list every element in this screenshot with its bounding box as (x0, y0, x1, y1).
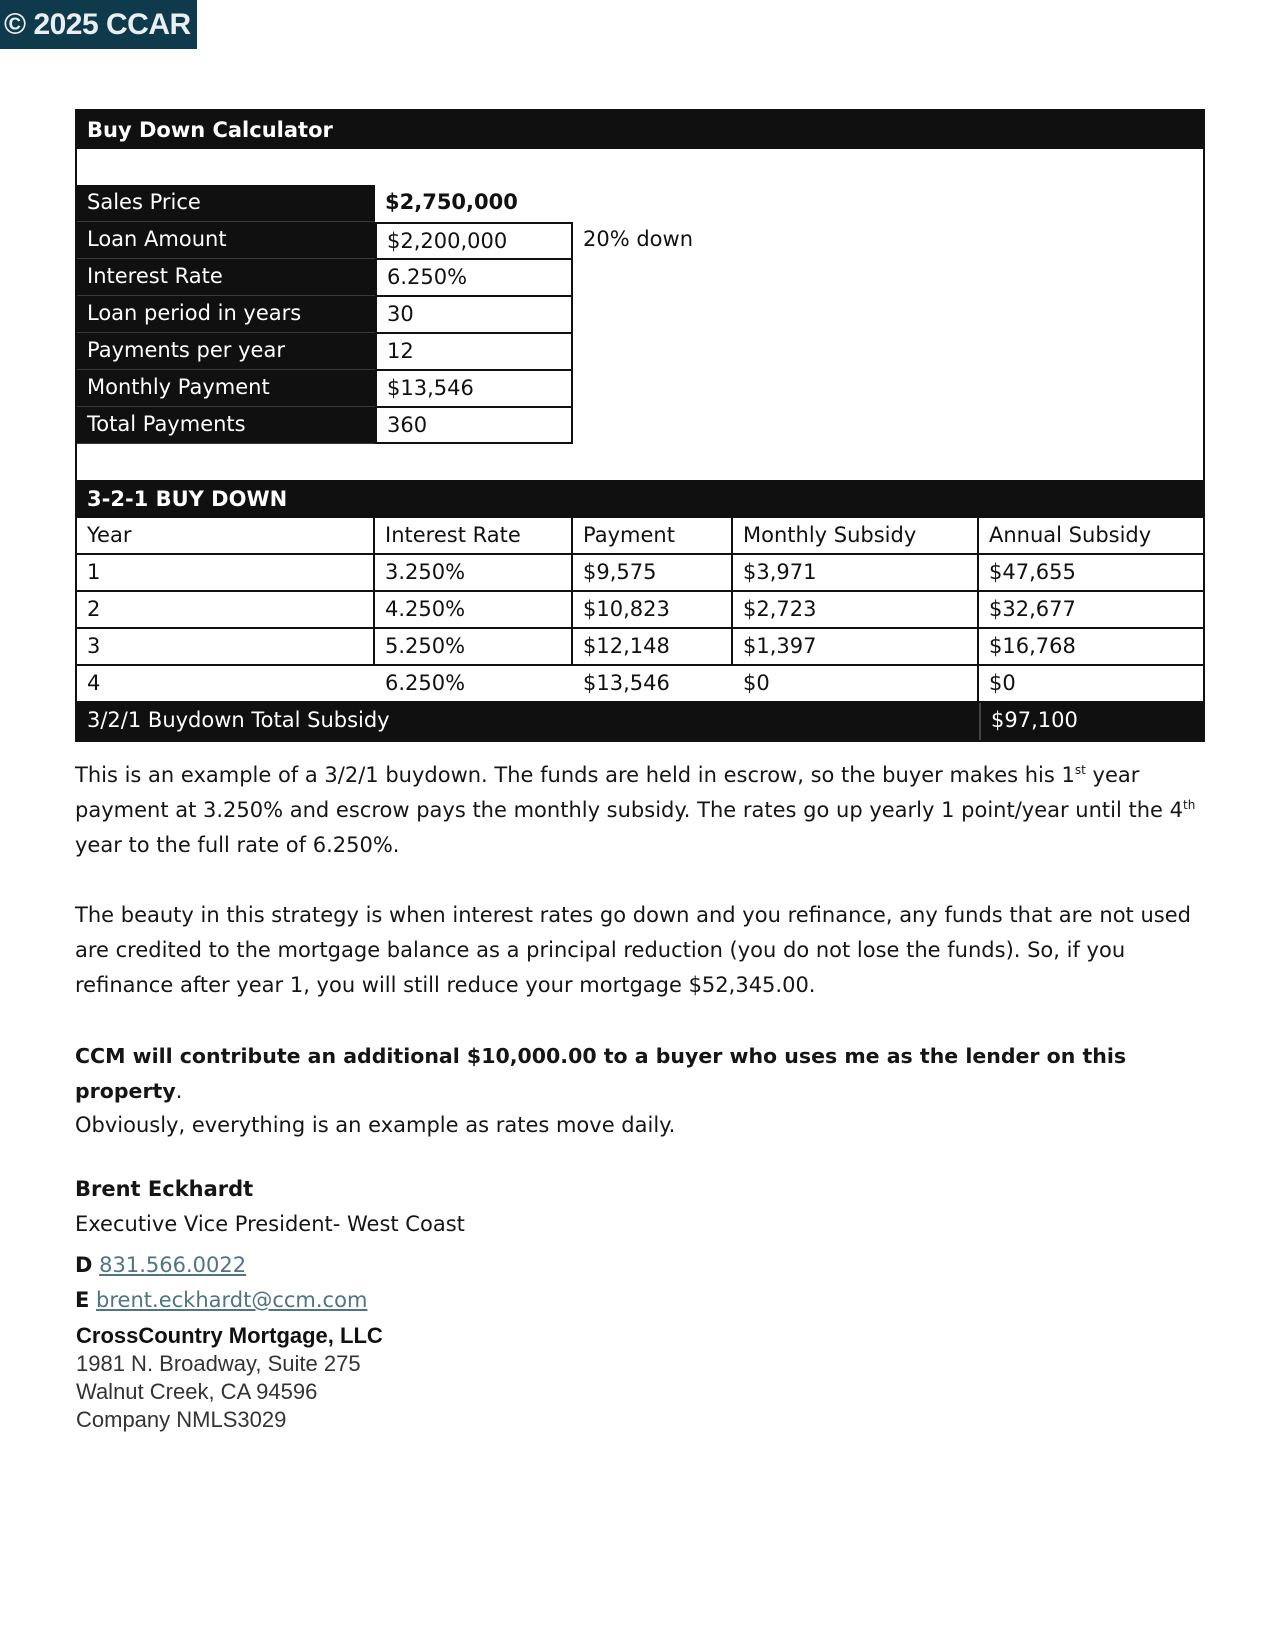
calc-value: $2,750,000 (385, 190, 518, 214)
calc-label: Sales Price (77, 185, 375, 222)
company-nmls: Company NMLS3029 (76, 1407, 287, 1432)
signature-phone (75, 1253, 246, 1277)
table-row (77, 592, 1203, 629)
table-cell: 2 (77, 592, 375, 629)
calc-value: $2,200,000 (375, 222, 573, 259)
copyright-watermark: © 2025 CCAR (0, 0, 197, 49)
paragraph-contribution (75, 1039, 1205, 1109)
total-subsidy-row (77, 703, 1203, 740)
calc-row-payments-per-year (77, 333, 1203, 370)
table-cell: $3,971 (733, 555, 979, 592)
table-cell: 5.250% (375, 629, 573, 666)
paragraph-text: year payment at 3.250% and escrow pays the monthly subsidy. The rates go up yearly 1 point/year until the 4 (75, 763, 1184, 822)
table-row (77, 629, 1203, 666)
table-cell: 6.250% (375, 666, 573, 703)
paragraph-example (75, 758, 1205, 863)
calc-value: 12 (375, 333, 573, 370)
table-cell: 1 (77, 555, 375, 592)
calc-value: 30 (375, 296, 573, 333)
calc-label: Loan period in years (77, 296, 375, 333)
column-header: Annual Subsidy (979, 518, 1203, 555)
phone-link[interactable]: 831.566.0022 (99, 1253, 247, 1277)
signature-name: Brent Eckhardt (75, 1177, 254, 1201)
paragraph-refinance: The beauty in this strategy is when interest rates go down and you refinance, any funds that are not used are credited to the mortgage balance as a principal reduction (you do not lose the funds). So, if you refinance after year 1, you will still reduce your mortgage $52,345.00. (75, 903, 1191, 997)
table-cell: $47,655 (979, 555, 1203, 592)
company-block (76, 1322, 383, 1434)
table-cell: $32,677 (979, 592, 1203, 629)
table-cell: $13,546 (573, 666, 733, 703)
signature-title: Executive Vice President- West Coast (75, 1212, 465, 1236)
paragraph-text: This is an example of a 3/2/1 buydown. The funds are held in escrow, so the buyer makes his 1 (75, 763, 1075, 787)
calc-label: Loan Amount (77, 222, 375, 259)
calculator-title: Buy Down Calculator (77, 111, 1203, 149)
calc-row-interest-rate (77, 259, 1203, 296)
calc-row-loan-amount (77, 222, 1203, 259)
company-address-line2: Walnut Creek, CA 94596 (76, 1379, 318, 1404)
superscript: th (1183, 798, 1196, 812)
email-label: E (75, 1288, 90, 1312)
calc-note: 20% down (583, 227, 694, 251)
calc-label: Interest Rate (77, 259, 375, 296)
calc-row-monthly-payment (77, 370, 1203, 407)
table-cell: $2,723 (733, 592, 979, 629)
spacer-row (77, 149, 1203, 185)
table-row (77, 555, 1203, 592)
calc-value: 6.250% (375, 259, 573, 296)
buy-down-calculator-table (75, 109, 1205, 742)
paragraph-text: . (175, 1079, 183, 1103)
company-address-line1: 1981 N. Broadway, Suite 275 (76, 1351, 361, 1376)
calc-label: Payments per year (77, 333, 375, 370)
calc-row-loan-period (77, 296, 1203, 333)
contribution-text: CCM will contribute an additional $10,000.00 to a buyer who uses me as the lender on this property (75, 1044, 1127, 1103)
table-cell: $0 (733, 666, 979, 703)
superscript: st (1074, 763, 1086, 777)
table-cell: $12,148 (573, 629, 733, 666)
column-header: Monthly Subsidy (733, 518, 979, 555)
calc-value: $13,546 (375, 370, 573, 407)
table-cell: 4 (77, 666, 375, 703)
total-subsidy-value: $97,100 (979, 703, 1203, 740)
spacer-row (77, 444, 1203, 480)
table-cell: 3.250% (375, 555, 573, 592)
table-cell: $16,768 (979, 629, 1203, 666)
email-link[interactable]: brent.eckhardt@ccm.com (96, 1288, 368, 1312)
signature-email (75, 1288, 367, 1312)
company-name: CrossCountry Mortgage, LLC (76, 1323, 383, 1348)
column-header: Year (77, 518, 375, 555)
column-header: Interest Rate (375, 518, 573, 555)
column-header: Payment (573, 518, 733, 555)
total-subsidy-label: 3/2/1 Buydown Total Subsidy (87, 708, 390, 732)
table-row (77, 666, 1203, 703)
table-cell: $1,397 (733, 629, 979, 666)
calc-row-sales-price (77, 185, 1203, 222)
calc-row-total-payments (77, 407, 1203, 444)
buydown-title: 3-2-1 BUY DOWN (77, 480, 1203, 518)
table-cell: $0 (979, 666, 1203, 703)
table-cell: 3 (77, 629, 375, 666)
phone-label: D (75, 1253, 93, 1277)
table-cell: $10,823 (573, 592, 733, 629)
calc-label: Total Payments (77, 407, 375, 444)
paragraph-text: year to the full rate of 6.250%. (75, 833, 400, 857)
calc-label: Monthly Payment (77, 370, 375, 407)
paragraph-disclaimer: Obviously, everything is an example as rates move daily. (75, 1113, 676, 1137)
table-cell: 4.250% (375, 592, 573, 629)
buydown-header-row (77, 518, 1203, 555)
buydown-table (77, 518, 1203, 703)
table-cell: $9,575 (573, 555, 733, 592)
calc-value: 360 (375, 407, 573, 444)
